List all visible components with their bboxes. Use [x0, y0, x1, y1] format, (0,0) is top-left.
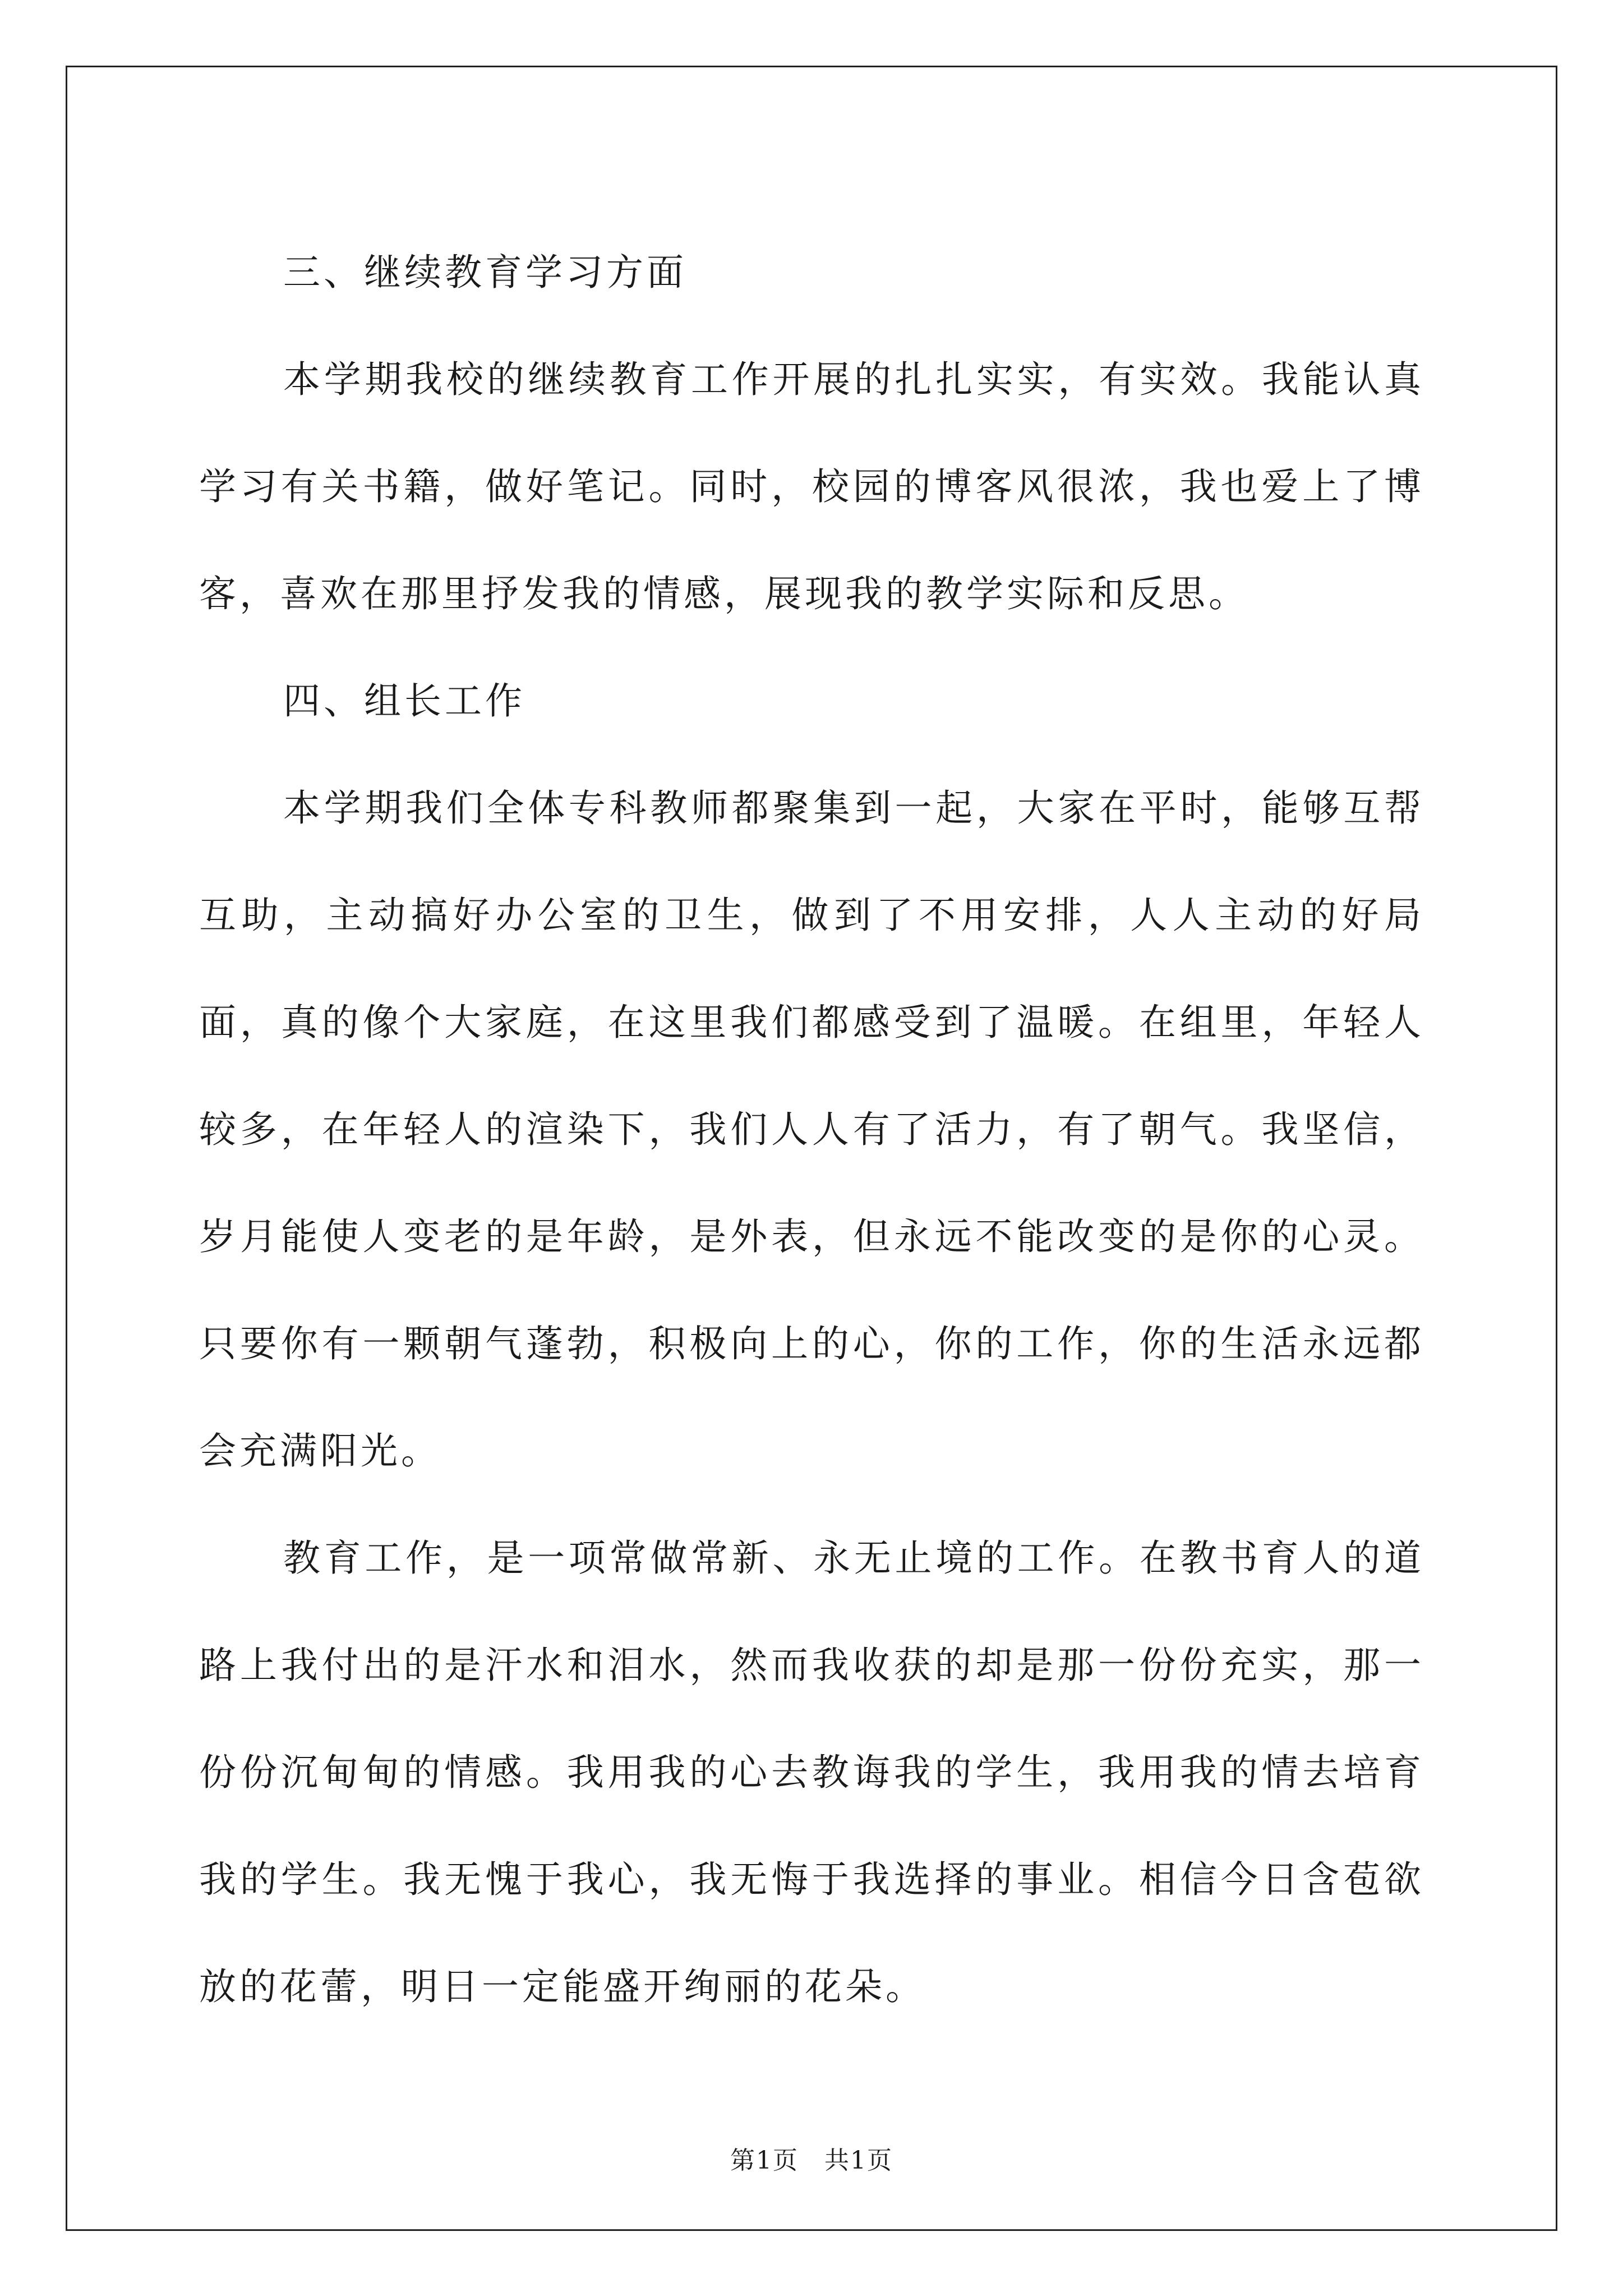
page-number-footer: 第1页 共1页	[730, 2146, 893, 2175]
paragraph-conclusion: 教育工作，是一项常做常新、永无止境的工作。在教书育人的道路上我付出的是汗水和泪水，然而我收获的却是那一份份充实，那一份份沉甸甸的情感。我用我的心去教诲我的学生，我用我的情去培育我的学生。我无愧于我心，我无悔于我选择的事业。相信今日含苞欲放的花蕾，明日一定能盛开绚丽的花朵。	[199, 1536, 1424, 2008]
document-body	[199, 219, 1424, 2040]
section-heading-continuing-education: 三、继续教育学习方面	[283, 251, 687, 294]
paragraph-group-leader: 本学期我们全体专科教师都聚集到一起，大家在平时，能够互帮互助，主动搞好办公室的卫生，做到了不用安排，人人主动的好局面，真的像个大家庭，在这里我们都感受到了温暖。在组里，年轻人较多，在年轻人的渲染下，我们人人有了活力，有了朝气。我坚信，岁月能使人变老的是年龄，是外表，但永远不能改变的是你的心灵。只要你有一颗朝气蓬勃，积极向上的心，你的工作，你的生活永远都会充满阳光。	[199, 786, 1424, 1473]
section-heading-group-leader: 四、组长工作	[283, 679, 525, 723]
paragraph-continuing-education: 本学期我校的继续教育工作开展的扎扎实实，有实效。我能认真学习有关书籍，做好笔记。同时，校园的博客风很浓，我也爱上了博客，喜欢在那里抒发我的情感，展现我的教学实际和反思。	[199, 358, 1424, 615]
